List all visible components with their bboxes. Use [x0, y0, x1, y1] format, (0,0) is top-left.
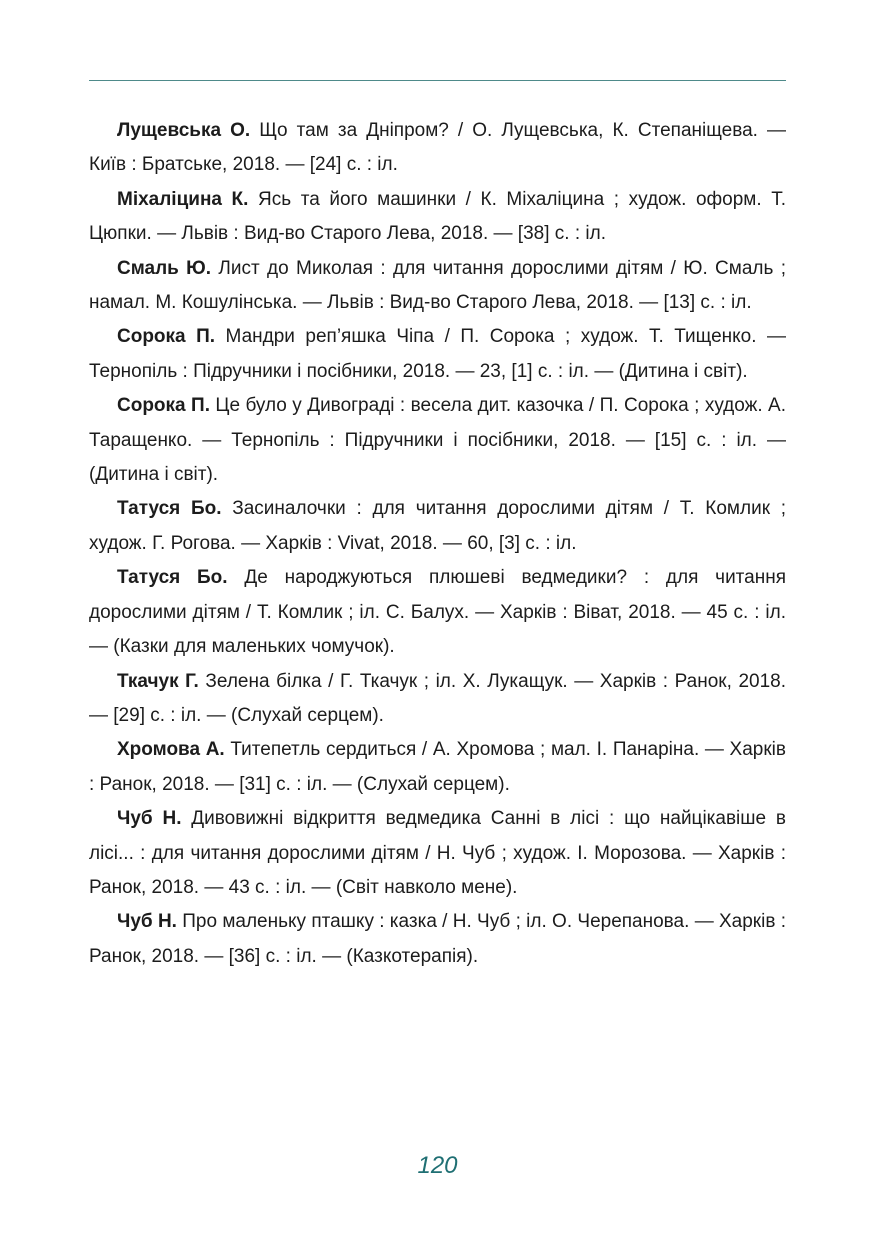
header-rule: [89, 80, 786, 81]
bibliography-entry: [89, 905, 786, 974]
entry-author: Смаль Ю.: [117, 257, 212, 279]
bibliography-entry: [89, 733, 786, 802]
entry-author: Ткачук Г.: [117, 670, 199, 692]
entry-text: Титепетль сердиться / А. Хромова ; мал. І. Панаріна. — Харків : Ранок, 2018. — [31] с. : іл. — (Слухай серцем).: [89, 739, 786, 795]
bibliography-entry: [89, 561, 786, 664]
bibliography-entry: [89, 114, 786, 183]
entry-text: Ясь та його машинки / К. Міхаліцина ; худож. оформ. Т. Цюпки. — Львів : Вид-во Старого Лева, 2018. — [38] с. : іл.: [89, 188, 786, 245]
bibliography-entry: [89, 665, 786, 734]
bibliography-entry: [89, 183, 786, 252]
entry-author: Татуся Бо.: [117, 498, 222, 520]
bibliography-entry: [89, 389, 786, 492]
entry-author: Хромова А.: [117, 739, 225, 761]
bibliography-list: [89, 114, 786, 974]
entry-text: Про маленьку пташку : казка / Н. Чуб ; іл. О. Черепанова. — Харків : Ранок, 2018. — [36] с. : іл. — (Казкотерапія).: [89, 911, 786, 967]
entry-text: Де народжуються плюшеві ведмедики? : для читання дорослими дітям / Т. Комлик ; іл. С. Балух. — Харків : Віват, 2018. — 45 с. : іл. — (Казки для маленьких чомучок).: [89, 567, 787, 658]
bibliography-entry: [89, 320, 786, 389]
bibliography-entry: [89, 252, 786, 321]
entry-author: Міхаліцина К.: [117, 188, 249, 210]
entry-text: Лист до Миколая : для читання дорослими дітям / Ю. Смаль ; намал. М. Кошулінська. — Львів : Вид-во Старого Лева, 2018. — [13] с. : іл.: [89, 257, 786, 314]
entry-text: Засиналочки : для читання дорослими дітям / Т. Комлик ; худож. Г. Рогова. — Харків : Vivat, 2018. — 60, [3] с. : іл.: [89, 498, 787, 554]
entry-text: Це було у Дивограді : весела дит. казочка / П. Сорока ; худож. А. Таращенко. — Тернопіль : Підручники і посібники, 2018. — [15] с. : іл. — (Дитина і світ).: [89, 395, 786, 486]
entry-author: Чуб Н.: [117, 911, 177, 933]
entry-text: Мандри реп’яшка Чіпа / П. Сорока ; худож. Т. Тищенко. — Тернопіль : Підручники і посібники, 2018. — 23, [1] с. : іл. — (Дитина і світ).: [89, 326, 787, 382]
entry-author: Сорока П.: [117, 395, 210, 417]
bibliography-entry: [89, 492, 786, 561]
entry-author: Сорока П.: [117, 326, 216, 348]
entry-text: Дивовижні відкриття ведмедика Санні в лісі : що найцікавіше в лісі... : для читання дорослими дітям / Н. Чуб ; худож. І. Морозова. — Харків : Ранок, 2018. — 43 с. : іл. — (Світ навколо мене).: [89, 808, 786, 898]
bibliography-entry: [89, 802, 786, 905]
entry-author: Чуб Н.: [117, 808, 182, 830]
entry-author: Татуся Бо.: [117, 567, 228, 589]
entry-author: Лущевська О.: [117, 120, 251, 141]
entry-text: Зелена білка / Г. Ткачук ; іл. Х. Лукащук. — Харків : Ранок, 2018. — [29] с. : іл. — (Слухай серцем).: [89, 670, 787, 726]
page-number: 120: [417, 1152, 458, 1179]
entry-text: Що там за Дніпром? / О. Лущевська, К. Степаніщева. — Київ : Братське, 2018. — [24] с. : іл.: [89, 120, 786, 176]
